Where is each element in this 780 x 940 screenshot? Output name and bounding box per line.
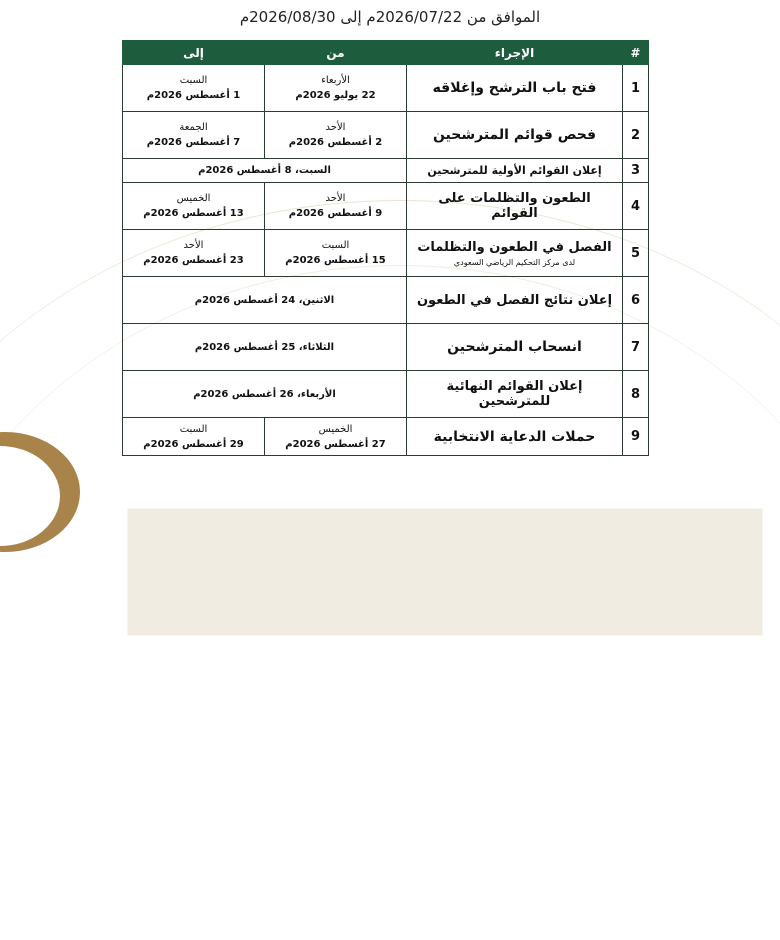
from-date: 27 أغسطس 2026م	[285, 438, 386, 450]
table-header-row	[123, 41, 649, 65]
table-row	[123, 183, 649, 230]
column-header-number: #	[623, 41, 649, 65]
from-date: 9 أغسطس 2026م	[288, 208, 383, 219]
schedule-table	[122, 40, 649, 456]
procedure-cell: حملات الدعاية الانتخابية	[407, 418, 623, 456]
from-date: 2 أغسطس 2026م	[288, 137, 383, 148]
to-date-cell	[123, 65, 265, 112]
table-row	[123, 324, 649, 371]
to-date: 7 أغسطس 2026م	[146, 137, 241, 148]
procedure-title: الفصل في الطعون والتظلمات	[417, 239, 612, 255]
procedure-cell: الطعون والتظلمات على القوائم	[407, 183, 623, 230]
from-date: 15 أغسطس 2026م	[285, 255, 386, 266]
column-header-from: من	[265, 41, 407, 65]
table-row	[123, 277, 649, 324]
to-date-cell	[123, 230, 265, 277]
row-number: 8	[623, 371, 649, 418]
from-day: الأحد	[325, 122, 346, 133]
table-row	[123, 371, 649, 418]
row-number: 4	[623, 183, 649, 230]
from-day: السبت	[321, 240, 350, 251]
date-range-heading: الموافق من 2026/07/22م إلى 2026/08/30م	[239, 8, 541, 26]
to-day: الأحد	[183, 240, 204, 251]
row-number: 5	[623, 230, 649, 277]
table-row	[123, 418, 649, 456]
procedure-cell: إعلان القوائم النهائية للمترشحين	[407, 371, 623, 418]
to-date-cell	[123, 112, 265, 159]
to-date-cell	[123, 418, 265, 456]
from-date-cell	[265, 418, 407, 456]
row-number: 7	[623, 324, 649, 371]
row-number: 9	[623, 418, 649, 456]
to-date: 13 أغسطس 2026م	[143, 208, 244, 219]
procedure-cell: فتح باب الترشح وإغلاقه	[407, 65, 623, 112]
from-day: الأحد	[325, 193, 346, 204]
row-number: 6	[623, 277, 649, 324]
procedure-cell: انسحاب المترشحين	[407, 324, 623, 371]
from-date-cell	[265, 65, 407, 112]
to-day: الجمعة	[179, 122, 208, 133]
from-date-cell	[265, 183, 407, 230]
from-date: 22 يوليو 2026م	[295, 90, 376, 101]
procedure-cell: إعلان نتائج الفصل في الطعون	[407, 277, 623, 324]
single-date-cell: الثلاثاء، 25 أغسطس 2026م	[123, 324, 407, 371]
procedure-subtitle: لدى مركز التحكيم الرياضي السعودي	[453, 257, 576, 267]
to-date-cell	[123, 183, 265, 230]
single-date-cell: السبت، 8 أغسطس 2026م	[123, 159, 407, 183]
from-date-cell	[265, 112, 407, 159]
to-date: 1 أغسطس 2026م	[146, 90, 241, 101]
to-day: السبت	[179, 423, 208, 435]
to-date: 23 أغسطس 2026م	[143, 255, 244, 266]
to-date: 29 أغسطس 2026م	[143, 438, 244, 450]
row-number: 3	[623, 159, 649, 183]
to-day: الخميس	[176, 193, 211, 204]
procedure-cell	[407, 230, 623, 277]
from-day: الخميس	[318, 423, 353, 435]
from-day: الأربعاء	[321, 75, 350, 86]
column-header-to: إلى	[123, 41, 265, 65]
to-day: السبت	[179, 75, 208, 86]
procedure-cell: فحص قوائم المترشحين	[407, 112, 623, 159]
from-date-cell	[265, 230, 407, 277]
single-date-cell: الأربعاء، 26 أغسطس 2026م	[123, 371, 407, 418]
row-number: 1	[623, 65, 649, 112]
row-number: 2	[623, 112, 649, 159]
table-row	[123, 230, 649, 277]
table-row	[123, 112, 649, 159]
table-row	[123, 65, 649, 112]
column-header-procedure: الإجراء	[407, 41, 623, 65]
single-date-cell: الاثنين، 24 أغسطس 2026م	[123, 277, 407, 324]
procedure-cell: إعلان القوائم الأولية للمترشحين	[407, 159, 623, 183]
table-row	[123, 159, 649, 183]
